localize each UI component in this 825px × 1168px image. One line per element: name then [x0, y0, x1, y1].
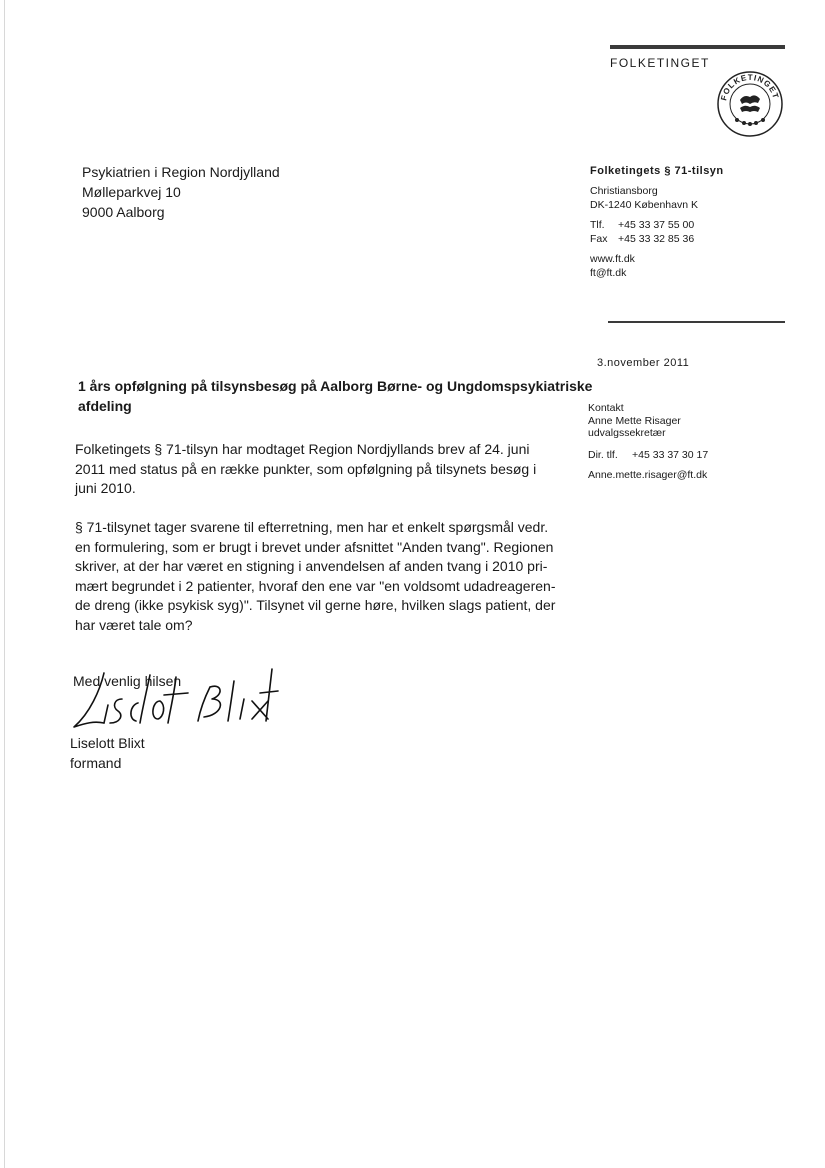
body-line: juni 2010.: [75, 480, 136, 496]
sender-email: ft@ft.dk: [590, 266, 627, 279]
body-line: Folketingets § 71-tilsyn har modtaget Region Nordjyllands brev af 24. juni: [75, 441, 530, 457]
recipient-line: 9000 Aalborg: [82, 204, 165, 220]
signatory-name: Liselott Blixt: [70, 735, 145, 751]
sender-website: www.ft.dk: [590, 253, 635, 265]
sender-address-line: DK-1240 København K: [590, 198, 698, 211]
body-paragraph-1: [75, 440, 555, 499]
contact-name: Anne Mette Risager: [588, 414, 681, 427]
signatory: [70, 734, 145, 773]
body-line: mært begrundet i 2 patienter, hvoraf den ene var "en voldsomt udadreageren-: [75, 577, 556, 594]
body-line: 2011 med status på en række punkter, som opfølgning på tilsynets besøg i: [75, 460, 537, 477]
subject-line: 1 års opfølgning på tilsynsbesøg på Aalborg Børne- og Ungdomspsykiatriske: [78, 378, 593, 394]
sender-phone-row: [590, 219, 698, 233]
letterhead-divider: [608, 321, 785, 323]
svg-text:FOLKETINGET: FOLKETINGET: [719, 72, 781, 102]
sender-fax-row: [590, 233, 698, 247]
fax-number: +45 33 32 85 36: [618, 232, 695, 245]
direct-phone-label: Dir. tlf.: [588, 448, 618, 461]
fax-label: Fax: [590, 232, 608, 245]
contact-phone-row: [588, 449, 708, 462]
contact-email: Anne.mette.risager@ft.dk: [588, 469, 708, 481]
letter-subject: [78, 376, 598, 416]
body-line: en formulering, som er brugt i brevet under afsnittet "Anden tvang". Regionen: [75, 538, 554, 555]
letterhead-top-rule: [610, 45, 785, 49]
sender-address-line: Christiansborg: [590, 185, 658, 197]
direct-phone-number: +45 33 37 30 17: [632, 448, 709, 461]
body-line: skriver, at der har været en stigning i anvendelsen af anden tvang i 2010 pri-: [75, 558, 548, 574]
organization-name: FOLKETINGET: [610, 56, 710, 70]
phone-label: Tlf.: [590, 219, 605, 231]
contact-block: [588, 402, 708, 482]
contact-heading: Kontakt: [588, 402, 624, 414]
body-paragraph-2: [75, 518, 560, 635]
subject-line: afdeling: [78, 398, 132, 414]
sender-title: Folketingets § 71-tilsyn: [590, 165, 724, 177]
handwritten-signature-icon: [64, 665, 284, 740]
phone-number: +45 33 37 55 00: [618, 219, 695, 231]
recipient-address: [82, 162, 280, 222]
folketinget-seal-icon: [716, 70, 784, 138]
body-line: har været tale om?: [75, 616, 193, 633]
page-edge-shadow: [4, 0, 5, 1168]
body-line: de dreng (ikke psykisk syg)". Tilsynet vil gerne høre, hvilken slags patient, der: [75, 597, 556, 613]
recipient-line: Psykiatrien i Region Nordjylland: [82, 164, 280, 180]
sender-address: [590, 185, 698, 280]
letter-date: 3.november 2011: [597, 357, 690, 369]
closing-greeting: Med venlig hilsen: [73, 673, 182, 689]
body-line: § 71-tilsynet tager svarene til efterretning, men har et enkelt spørgsmål vedr.: [75, 519, 549, 535]
signatory-title: formand: [70, 754, 122, 771]
recipient-line: Mølleparkvej 10: [82, 184, 181, 200]
contact-role: udvalgssekretær: [588, 427, 666, 439]
